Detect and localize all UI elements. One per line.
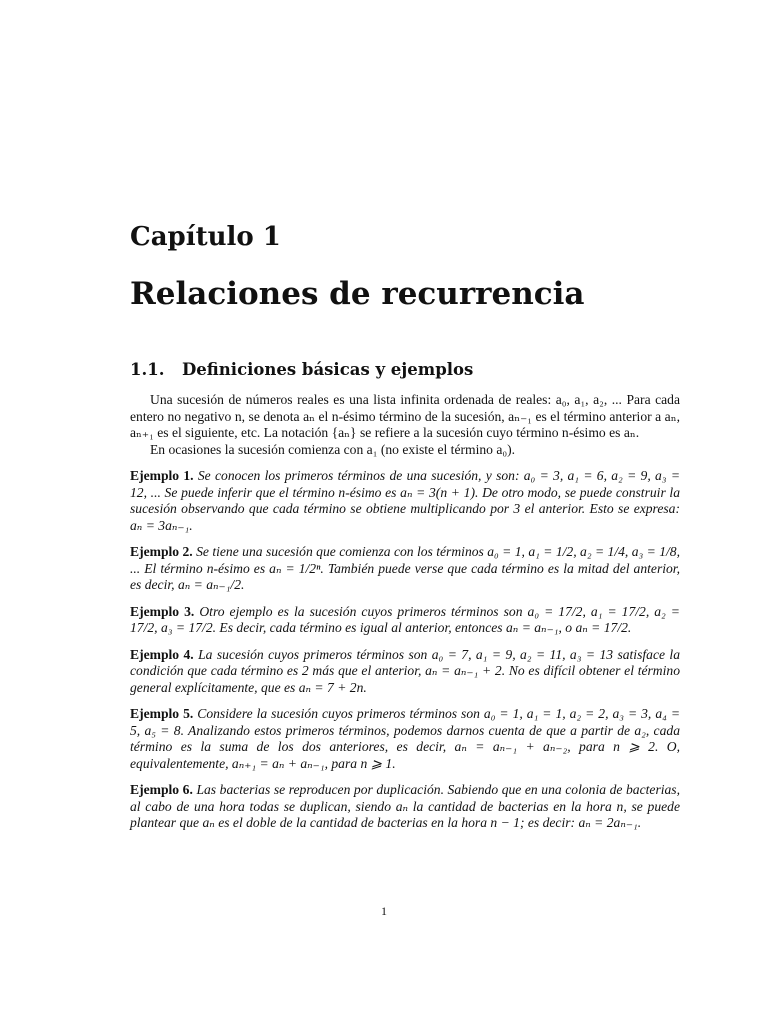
section-heading bbox=[130, 360, 473, 379]
example-text: Otro ejemplo es la sucesión cuyos primeros términos son a₀ = 17/2, a₁ = 17/2, a₂ = 17/2, a₃ = 17/2. Es decir, cada término es igual al anterior, entonces aₙ = aₙ₋₁, o aₙ = 17/2. bbox=[130, 603, 680, 635]
example-5 bbox=[130, 706, 680, 772]
page-number: 1 bbox=[381, 904, 387, 918]
example-text: Se tiene una sucesión que comienza con los términos a₀ = 1, a₁ = 1/2, a₂ = 1/4, a₃ = 1/8, ... El término n-ésimo es aₙ = 1/2ⁿ. También puede verse que cada término es la mitad del anterior, es decir, aₙ = aₙ₋₁/2. bbox=[130, 544, 680, 592]
body-text bbox=[130, 392, 680, 832]
example-4 bbox=[130, 647, 680, 697]
section-title: Definiciones básicas y ejemplos bbox=[182, 360, 474, 379]
example-text: Las bacterias se reproducen por duplicación. Sabiendo que en una colonia de bacterias, al cabo de una hora todas se duplican, siendo aₙ la cantidad de bacterias en la hora n, se puede plantear que aₙ es el doble de la cantidad de bacterias en la hora n − 1; es decir: aₙ = 2aₙ₋₁. bbox=[130, 782, 680, 830]
paragraph: En ocasiones la sucesión comienza con a₁ (no existe el término a₀). bbox=[150, 441, 516, 457]
example-label: Ejemplo 6. bbox=[130, 782, 193, 797]
section-number: 1.1. bbox=[130, 360, 165, 379]
example-label: Ejemplo 4. bbox=[130, 646, 194, 662]
example-6 bbox=[130, 782, 680, 832]
example-label: Ejemplo 1. bbox=[130, 468, 194, 483]
example-text: Se conocen los primeros términos de una sucesión, y son: a₀ = 3, a₁ = 6, a₂ = 9, a₃ = 12, ... Se puede inferir que el término n-ésimo es aₙ = 3(n + 1). De otro modo, se puede construir la sucesión observando que cada término se obtiene multiplicando por 3 el anterior. Esto se expresa: aₙ = 3aₙ₋₁. bbox=[130, 468, 680, 533]
example-2 bbox=[130, 544, 680, 594]
paragraph: Una sucesión de números reales es una lista infinita ordenada de reales: a₀, a₁, a₂, ... Para cada entero no negativo n, se denota aₙ el n-ésimo término de la sucesión, aₙ₋₁ es el término anterior a aₙ, aₙ₊₁ es el siguiente, etc. La notación {aₙ} se refiere a la sucesión cuyo término n-ésimo es aₙ. bbox=[130, 392, 680, 440]
example-1 bbox=[130, 468, 680, 534]
example-label: Ejemplo 5. bbox=[130, 706, 194, 721]
example-3 bbox=[130, 604, 680, 637]
example-text: La sucesión cuyos primeros términos son a₀ = 7, a₁ = 9, a₂ = 11, a₃ = 13 satisface la condición que cada término es 2 más que el anterior, aₙ = aₙ₋₁ + 2. No es difícil obtener el término general explícitamente, que es aₙ = 7 + 2n. bbox=[130, 646, 681, 695]
chapter-title: Relaciones de recurrencia bbox=[130, 276, 585, 312]
chapter-label: Capítulo 1 bbox=[130, 222, 281, 252]
example-label: Ejemplo 2. bbox=[130, 544, 193, 559]
example-text: Considere la sucesión cuyos primeros términos son a₀ = 1, a₁ = 1, a₂ = 2, a₃ = 3, a₄ = 5, a₅ = 8. Analizando estos primeros términos, podemos darnos cuenta de que a partir de a₂, cada término es la suma de los dos anteriores, es decir, aₙ = aₙ₋₁ + aₙ₋₂, para n ⩾ 2. O, equivalentemente, aₙ₊₁ = aₙ + aₙ₋₁, para n ⩾ 1. bbox=[130, 706, 680, 771]
example-label: Ejemplo 3. bbox=[130, 603, 195, 619]
